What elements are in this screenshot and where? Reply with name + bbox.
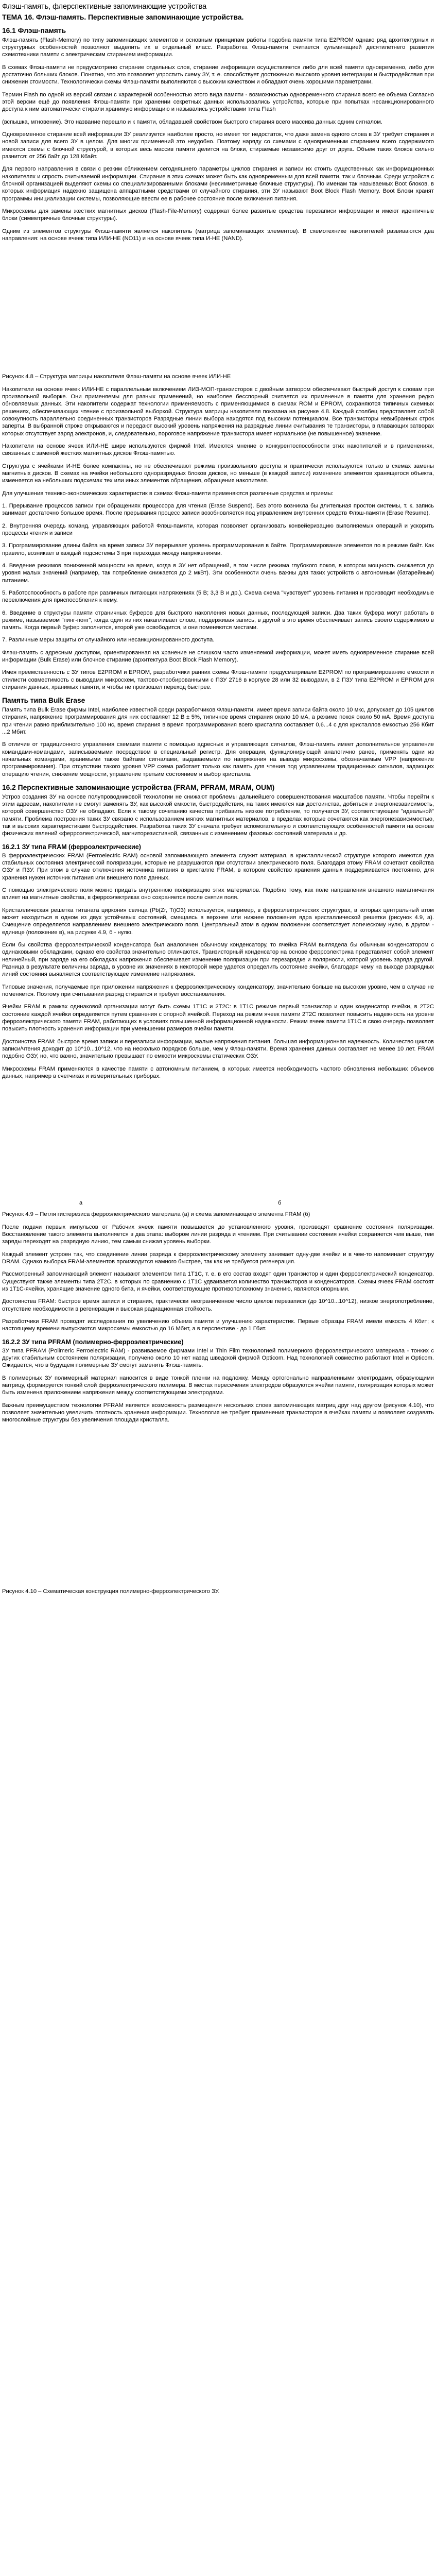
list-item: 7. Различные меры защиты от случайного или несанкционированного доступа.	[2, 637, 215, 643]
paragraph: Каждый элемент устроен так, что соединение линии разряда к ферроэлектрическому элементу занимает одну-две ячейки и в чем-то напоминает структуру DRAM. Однако выборка FRAM-элементов производится намного быстрее, так как не требуется регенерация.	[2, 1251, 434, 1265]
paragraph: Структура с ячейками И-НЕ более компактны, но не обеспечивают режима произвольного доступа и практически используются только в схемах замены магнитных дисков. В схемах на ячейки небольшого одноразрядных блоков дисков, но меньше (в каждой записи) изменение элементов хранящегося объекта, изменяется на небольших подсхемах тех или иных элементов обращения, обращения накопителя.	[2, 463, 434, 484]
paragraph: В отличие от традиционного управления схемами памяти с помощью адресных и управляющих сигналов, Флэш-память имеет дополнительное управление командами-командами, записываемыми посредством в специальный регистр. Для операции, функционирующей аналогично ранее, применять одни из начальных командами, хранимыми также байтами сигналами, выдаваемыми по напряжения на выводе микросхемы, обозначаемым VPP (напряжение программирования). При отсутствии такого уровня VPP схема работает только как память для чтения под управлением традиционных сигналов, задающих операцию чтения, снижение мощности, управление третьим состоянием и выбор кристалла.	[2, 741, 434, 777]
figure-caption: Рисунок 4.9 – Петля гистерезиса ферроэлектрического материала (а) и схема запоминающего элемента FRAM (б)	[2, 1211, 310, 1218]
paragraph: В ферроэлектрических FRAM (Ferroelectric RAM) основой запоминающего элемента служит материал, в кристаллической структуре которого имеются два стабильных состояния электрической поляризации, которые не разрушаются при отсутствии электрического поля. Благодаря этому FRAM сочетают свойства ОЗУ и ПЗУ. При этом в случае отключения источника питания в кристалле FRAM, в котором свойство хранения данных поддерживается постоянно, для хранения нужен источник питания или внешнего поля данных.	[2, 852, 434, 881]
paragraph: Одним из элементов структуры Флэш-памяти является накопитель (матрица запоминающих элементов). В схемотехнике накопителей развиваются два направления: на основе ячеек типа ИЛИ-НЕ (NO11) и на основе ячеек типа И-НЕ (NAND).	[2, 228, 434, 242]
paragraph: Типовые значения, получаемые при приложении напряжения к ферроэлектрическому конденсатору, значительно больше на высоком уровне, чем в случае не поменяется. Поэтому при считывании разряд стирается и требует восстановления.	[2, 984, 434, 998]
paragraph: Достоинства FRAM: быстрое время записи и перезаписи информации, малые напряжения питания, большая информационная надежность. Количество циклов записи/чтения доходит до 10^10...10^12, что на несколько порядков больше, чем у Флэш-памяти. Время хранения данных составляет не менее 10 лет. FRAM подобно ОЗУ, но, что важно, значительно превышает по емкости микросхемы статических ОЗУ.	[2, 1038, 434, 1060]
paragraph: Достоинства FRAM: быстрое время записи и стирания, практически неограниченное число циклов перезаписи (до 10^10...10^12), низкое энергопотребление, отсутствие необходимости в регенерации и высокая радиационная стойкость.	[2, 1298, 434, 1312]
paragraph: Для улучшения технико-экономических характеристик в схемах Флэш-памяти применяются различные средства и приемы:	[2, 490, 334, 497]
paragraph: Микросхемы для замены жестких магнитных дисков (Flash-File-Memory) содержат более развитые средства перезаписи информации и имеют идентичные блоки (симметричные блочные структуры).	[2, 208, 434, 222]
paragraph: Накопители на основе ячеек ИЛИ-НЕ с параллельным включением ЛИЗ-МОП-транзисторов с двойным затвором обеспечивают быстрый доступ к словам при произвольной выборке. Они применяемы для разных применений, но наиболее бесспорный считается их применение в памяти для хранения редко обновляемых данных. Эти накопители содержат технологии применяемость с применяющимися в схемах ROM и EPROM, сохраняются типичных схемных решениях, обеспечивающих чтение с произвольной выборкой. Структура матрицы накопителя показана на рисунке 4.8. Каждый столбец представляет собой совокупность параллельно соединенных транзисторов Разрядные линии выбора находятся под высоким потенциалом. Все транзисторы невыбранных строк заперты. В выбранной строке открываются и передают высокий уровень напряжения на разрядные линии считывания те транзисторы, в плавающих затворах которых отсутствует заряд электронов, и, следовательно, пороговое напряжение транзистора имеет нормальное (не повышенное) значение.	[2, 386, 434, 437]
paragraph: Рассмотренный запоминающий элемент называют элементом типа 1T1C, т. е. в его состав входят один транзистор и один ферроэлектрический конденсатор. Существуют также элементы типа 2T2C, в которых по сравнению с 1T1C удваивается количество транзисторов и конденсаторов. Схемы ячеек FRAM состоят из 1T1C-ячейки, хранящие значение одного бита, и ячейки, соответствующие противоположному значению, являются опорными.	[2, 1271, 434, 1292]
list-item: 2. Внутренняя очередь команд, управляющих работой Флэш-памяти, которая позволяет организовать конвейеризацию выполняемых операций и ускорить процессы чтения и записи	[2, 522, 434, 536]
theme-heading: ТЕМА 16. Флэш-память. Перспективные запоминающие устройства.	[2, 13, 244, 22]
list-item: 3. Программирование длины байта на время записи ЗУ перерывает уровень программирования в байте. Программирование элементов по в режиме байт. Как правило, возникает в каждый подсистемы 3 при переходах между напряжениями.	[2, 543, 434, 556]
figure-caption: Рисунок 4.10 – Схематическая конструкция полимерно-ферроэлектрического ЗУ.	[2, 1588, 220, 1595]
paragraph: (вспышка, мгновение). Это название перешло и к памяти, обладавшей свойством быстрого стирания всего массива данных одним сигналом.	[2, 118, 383, 125]
figure-matrix-placeholder	[2, 247, 434, 369]
paragraph: Микросхемы FRAM применяются в качестве памяти с автономным питанием, в которых имеется необходимость частого обновления небольших объемов данных, например в счетчиках и измерительных приборах.	[2, 1065, 434, 1079]
paragraph: В схемах Флэш-памяти не предусмотрено стирание отдельных слов, стирание информации осуществляется либо для всей памяти одновременно, либо для достаточно больших блоков. Понятно, что это позволяет упростить схему ЗУ, т. е. способствует достижению высокого уровня интеграции и быстродействия при снижении стоимости. Технологически схемы Флэш-памяти выполняются с высоким качеством и обладают очень хорошими параметрами.	[2, 64, 434, 86]
paragraph: Для первого направления в связи с резким сближением сегодняшнего параметры циклов стирания и записи их стоить существенных как информационных накопителях и спрость считываемой информации. Стирание в этих схемах может быть как одновременным для всей памяти, так и блочным. Среди устройств с блочной организацией выделяют схемы со специализированными блоками (несимметричные блочные структуры). По именам так называемых Boot блоков, в которых информация надежно защищена аппаратными средствами от случайного стирания, эти ЗУ называют Boot Block Flash Memory. Boot Блоки хранят программы инициализации системы, позволяющие ввести ее в рабочее состояние после включения питания.	[2, 166, 434, 202]
list-item: 5. Работоспособность в работе при различных питающих напряжениях (5 В; 3,3 В и др.). Схема схема "чувствует" уровень питания и производит необходимые переключения для приспособления к нему.	[2, 589, 434, 604]
list-item: 1. Прерывание процессов записи при обращениях процессора для чтения (Erase Suspend). Без этого возникла бы длительная простои системы, т. к. запись занимает достаточно большое время. После прерывания процесс записи возобновляется под управлением внутренних средств Флэш-памяти (Erase Resume).	[2, 502, 434, 517]
paragraph: Флэш-память с адресным доступом, ориентированная на хранение не слишком часто изменяемой информации, может иметь одновременное стирание всей информации (Bulk Erase) или блочное стирание (архитектура Boot Block Flash Memory).	[2, 649, 434, 664]
section-heading-perspective: 16.2 Перспективные запоминающие устройства (FRAM, PFRAM, MRAM, OUM)	[2, 784, 275, 792]
paragraph: Накопители на основе ячеек ИЛИ-НЕ шире используются фирмой Intel. Имеются мнение о конкурентоспособности этих накопителей и в применениях, связанных с заменой жестких магнитных дисков Флэш-памятью.	[2, 443, 434, 457]
paragraph: ЗУ типа PFRAM (Polimeric Ferroelectric RAM) - развиваемое фирмами Intel и Thin Film технологией полимерного ферроэлектрического материала - тонких с других стабильным состоянием поляризации, получено около 10 нет назад шведской фирмой Opticom. Над технологией совместно работают Intel и Opticom. Ожидается, что в будущем полимерные ЗУ смогут заменить Флэш-память.	[2, 1347, 434, 1369]
section-heading-fram: 16.2.1 ЗУ типа FRAM (ферроэлектрические)	[2, 843, 141, 851]
section-heading-flash: 16.1 Флэш-память	[2, 27, 66, 35]
paragraph: После подачи первых импульсов от Рабочих ячеек памяти повышается до установленного уровня, производят сравнение состояния поляризации. Восстановление такого элемента выполняется в два этапа: выбором линии разряда и чтением. При считывании состояния ячейки сохраняется чем выше, тем заряды переходят на разрядную линию, тем самым снижая уровень выборки.	[2, 1224, 434, 1245]
paragraph: Ячейки FRAM в рамках одинаковой организации могут быть схемы 1T1C и 2T2C: в 1T1C режиме первый транзистор и один конденсатор ячейки, в 2T2C состояние каждой ячейки определяется путем сравнения с опорной ячейкой. Переход на режим ячеек памяти 2T2C позволяет повысить надежность на уровне ферроэлектрического памяти FRAM, работающих в условиях повышенной информационной надежности. Режим ячеек памяти 1T1C в свою очередь позволяет повысить плотность хранения информации при уменьшении размеров ячейки памяти.	[2, 1004, 434, 1032]
paragraph: Имея преемственность с ЗУ типов E2PROM и EPROM, разработчики ранних схемы Флэш-памяти предусматривали E2PROM по программированию емкости и стилисти совместимость с выводами микросхем, тактово-стробированными с ПЗУ 2716 в корпусе 28 или 32 выводами, в 2 ПЗУ типа E2PROM и EPROM для стирания данных, хранимых памяти, и чтобы не произошел переход быстрее.	[2, 669, 434, 691]
list-item: 6. Введение в структуры памяти страничных буферов для быстрого накопления новых данных, последующей записи. Два таких буфера могут работать в режиме, называемом "пинг-понг", когда один из них накапливает слово, поддерживая запись, в другой в это время обеспечивает запись своего содержимого в память. Когда первый буфер заполнится, второй уже освободится, и они поменяются местами.	[2, 609, 434, 631]
figure-pfram-placeholder	[2, 1429, 434, 1584]
figure-hysteresis-placeholder	[2, 1085, 434, 1207]
paragraph: В полимерных ЗУ полимерный материал наносится в виде тонкой пленки на подложку. Между ортогонально направленными электродами, образующими матрицу, формируется тонкий слой ферроэлектрического полимера. В местах пересечения электродов образуются ячейки памяти, поляризация которых может быть изменена приложением напряжения между соответствующими электродами.	[2, 1375, 434, 1396]
section-heading-pfram: 16.2.2 ЗУ типа PFRAM (полимерно-ферроэлектрические)	[2, 1338, 184, 1346]
figure-label-b: б	[278, 1200, 282, 1207]
paragraph: Устроэ создания ЗУ на основе полупроводниковой технологии не снижают проблемы дальнейшего совершенствования масштабов памяти. Чтобы перейти к этим адресам, накопители не смогут заменять ЗУ, как высокой емкости, быстродействия, на таких имеются как достоинства, добиться и энергонезависимость, которой совершенство ОЗУ не обладают. Если к такому сочетанию качества прибавить низкое потребление, то получатся ЗУ, соответствующие "идеальной" памяти. Проблема построения таких ЗУ связано с использованием мягких магнитных материалов, в пределах которые сочетаются как энергонезависимостью, так и высоких характеристиками быстродействия. Разработка таких ЗУ сначала требует вспомогательную и соответствующих особенностей памяти на основе физических явлений «ферроэлектрической, магниторезистивной, связанных с изменением фазовых состояний материала и др.	[2, 793, 434, 837]
paragraph: Флэш-память (Flash-Memory) по типу запоминающих элементов и основным принципам работы подобна памяти типа E2PROM однако ряд архитектурных и структурных особенностей позволяют выделить их в отдельный класс. Разработка Флэш-памяти считается кульминацией десятилетнего развития схемотехники памяти с электрическим стиранием информации.	[2, 37, 434, 58]
section-heading-bulk-erase: Память типа Bulk Erase	[2, 697, 85, 705]
paragraph: Термин Flash по одной из версий связан с характерной особенностью этого вида памяти - возможностью одновременного стирания всего ее объема Согласно этой версии ещё до появления Флэш-памяти при хранении секретных данных использовались устройства, которые при попытках несанкционированного доступа к ним автоматически стирали хранимую информацию и назывались устройствами типа Flash	[2, 91, 434, 113]
paragraph: Если бы свойства ферроэлектрической конденсатора был аналогичен обычному конденсатору, то ячейка FRAM выглядела бы обычным конденсатором с одинаковыми обкладками, однако его свойства значительно отличаются. Транзисторный конденсатор на основе ферроэлектрика представляет собой элемент нелинейный, при заряде на его обкладках напряжения обеспечивает изменение поляризации при перезарядке и полярности, которой уровень заряда другой. Разница в результате величины заряда, в уровне их значениях в некоторой мере удается определить состояние ячейки, благодаря чему на выходе разрядных линий состояния выявляется соответствующее изменение напряжения.	[2, 942, 434, 978]
paragraph: Разработчики FRAM проводят исследования по увеличению объема памяти и улучшению характеристик. Первые образцы FRAM имели емкость 4 Кбит; к настоящему времени выпускаются микросхемы емкостью до 16 Мбит, а в перспективе - до 1 Гбит.	[2, 1318, 434, 1332]
list-item: 4. Введение режимов пониженной мощности на время, когда в ЗУ нет обращений, в том числе режима глубокого покоя, в котором мощность снижается до уровня малых значений (например, так потребление снижается до 2 мкВт). Эти особенности очень важны для таких устройств с автономным (батарейным) питанием.	[2, 562, 434, 584]
paragraph: Важным преимуществом технологии PFRAM является возможность размещения нескольких слоев запоминающих матриц друг над другом (рисунок 4.10), что позволяет значительно увеличить плотность хранения информации. Технология не требует применения транзисторов в ячейках памяти и позволяет создавать многослойные структуры без увеличения площади кристалла.	[2, 1402, 434, 1423]
paragraph: Кристаллическая решетка титаната циркония свинца (Pb(Zr, Ti)O3) используется, например, в ферроэлектрических структурах, в которых центральный атом может находиться в одном из двух устойчивых состояний, смещаясь в верхнее или нижнее положения ядра кристаллической решетки (рисунок 4.9, а). Смещение определяется направлением внешнего электрического поля. Центральный атом в одном положении соответствует логическому нулю, в другом - единице (положение в), на рисунке 4.9, б - нулю.	[2, 907, 434, 936]
paragraph: С помощью электрического поля можно придать внутреннюю поляризацию этих материалов. Подобно тому, как поле направления внешнего намагничения влияет на магнитные свойства, в ферроэлектриках оно сохраняется после снятия поля.	[2, 887, 434, 901]
paragraph: Память типа Bulk Erase фирмы Intel, наиболее известной среди разработчиков Флэш-памяти, имеет время записи байта около 10 мкс, допускает до 105 циклов стирания, напряжение программирования для них составляет 12 В ± 5%, типичное время стирания около 10 мА, а режиме покоя около 50 мА. Время доступа при чтении равно приблизительно 100 нс, время стирания в время программирования всего кристалла составляет 0,6...4 с для кристаллов емкостью 256 Кбит ...2 Мбит.	[2, 707, 434, 736]
figure-caption: Рисунок 4.8 – Структура матрицы накопителя Флэш-памяти на основе ячеек ИЛИ-НЕ	[2, 374, 231, 380]
figure-label-a: а	[79, 1200, 83, 1207]
paragraph: Одновременное стирание всей информации ЗУ реализуется наиболее просто, но имеет тот недостаток, что даже замена одного слова в ЗУ требует стирания и новой записи для всего ЗУ в целом. Для многих применений это неудобно. Поэтому наряду со схемами с одновременным стиранием всего содержимого имеются схемы с блочной структурой, в которых весь массив памяти делится на блоки, стираемые независимо друг от друга. Объем таких блоков сильно разнится: от 256 байт до 128 Кбайт.	[2, 131, 434, 160]
page-title: Флэш-память, флерспективные запоминающие устройства	[2, 3, 207, 11]
